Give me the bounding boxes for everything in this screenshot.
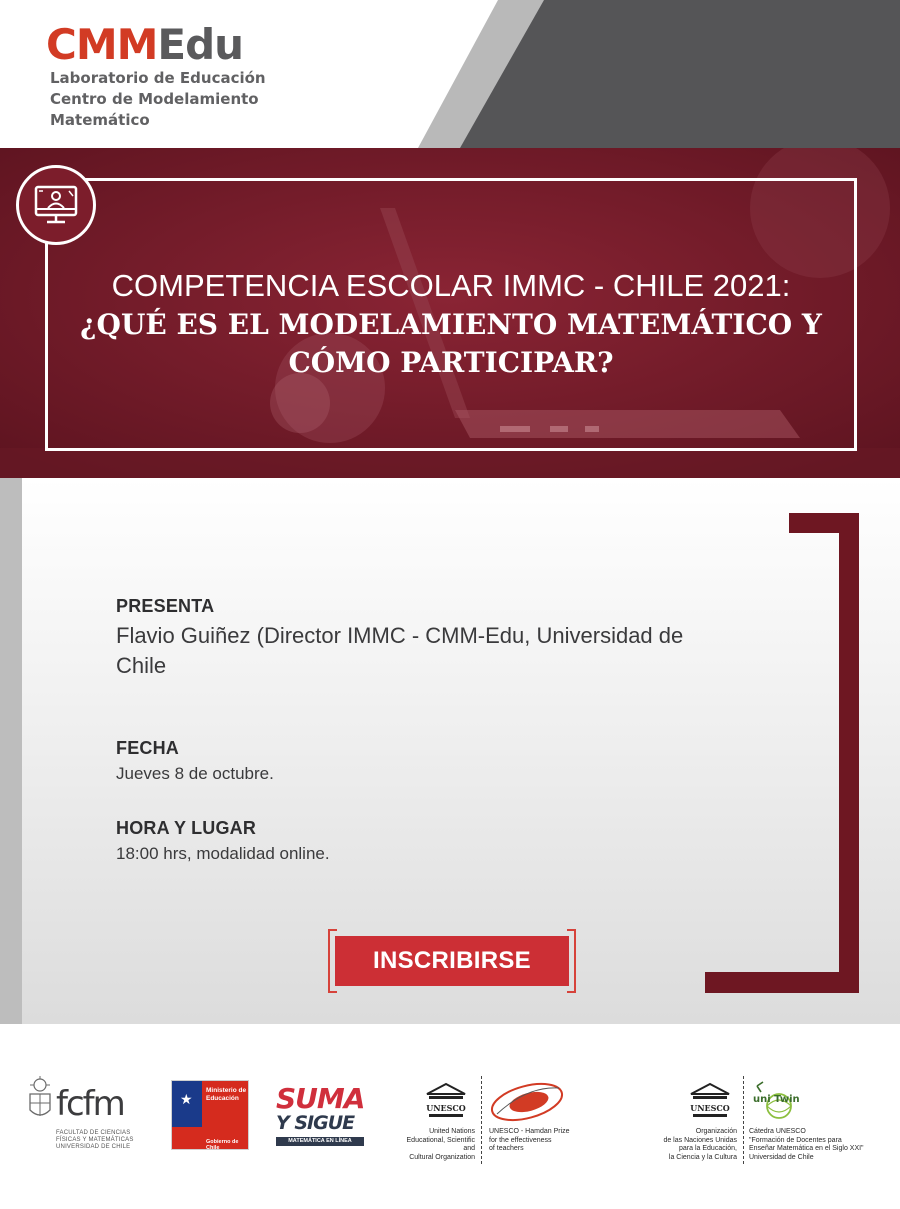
register-button-frame [328,929,576,993]
fcfm-caption [56,1130,156,1151]
svg-text:UNESCO: UNESCO [690,1103,730,1113]
logo-divider [481,1076,482,1164]
online-class-monitor-icon [33,182,79,228]
unesco-name [395,1128,475,1162]
unesco-name-line: Educational, Scientific and [406,1136,475,1152]
unesco-spanish-line: la Ciencia y la Cultura [668,1153,737,1161]
hamdan-prize-name [489,1128,589,1154]
presenter-value-line: Flavio Guiñez (Director IMMC - CMM-Edu, Universidad de [116,623,684,648]
unesco-chair-line: Cátedra UNESCO [749,1128,806,1135]
cmmedu-logo [46,22,243,68]
mineduc-title-line: Ministerio de [206,1087,247,1094]
unesco-temple-icon [425,1082,467,1122]
left-accent-bar [0,478,22,1024]
uchile-crest-icon [26,1076,56,1122]
svg-text:UNESCO: UNESCO [426,1103,466,1113]
mineduc-title [206,1087,249,1103]
unesco-name-line: United Nations [429,1128,475,1135]
logo-subtitle-line: Centro de Modelamiento [50,90,259,108]
title-banner [0,148,900,478]
logo-edu: Edu [157,20,244,69]
suma-word: SUMA [276,1082,365,1115]
logo-subtitle-line: Matemático [50,111,150,129]
event-details [0,478,900,1024]
header [0,0,900,148]
hamdan-prize-line: for the effectiveness [489,1136,552,1144]
fcfm-wordmark [56,1086,124,1122]
online-class-badge [16,165,96,245]
unesco-unitwin-logo [665,1076,865,1168]
presenter-value-line: Chile [116,653,167,678]
logo-cmm: CMM [46,20,158,69]
unesco-spanish-line: para la Educación, [679,1145,737,1152]
mineduc-logo [171,1080,249,1150]
event-series-title: COMPETENCIA ESCOLAR IMMC - CHILE 2021: [111,268,791,303]
unesco-chair-line: Enseñar Matemática en el Siglo XXI" [749,1145,864,1152]
logo-divider [743,1076,744,1164]
event-title-line: CÓMO PARTICIPAR? [288,346,614,379]
unitwin-word: uni Twin [753,1094,800,1105]
logo-subtitle [50,68,310,131]
fcfm-caption-line: FACULTAD DE CIENCIAS [56,1130,131,1136]
unitwin-icon [751,1080,801,1124]
suma-y-sigue-logo [276,1084,366,1150]
hamdan-prize-line: UNESCO - Hamdan Prize [489,1128,570,1135]
fcfm-logo [26,1076,156,1156]
sponsor-logos [0,1024,900,1209]
time-place-label: HORA Y LUGAR [116,818,257,838]
y-sigue-word: Y SIGUE [276,1112,355,1134]
event-title [45,306,857,382]
unesco-name-line: Cultural Organization [409,1153,475,1161]
unesco-chair-name [749,1128,869,1162]
unesco-chair-line: "Formación de Docentes para [749,1136,842,1144]
unesco-spanish-name [655,1128,737,1162]
date-value: Jueves 8 de octubre. [116,764,274,783]
star-icon: ★ [180,1091,193,1107]
bracket-side [839,513,859,993]
presenter-label: PRESENTA [116,596,215,616]
register-button[interactable]: INSCRIBIRSE [335,936,569,986]
mineduc-title-line: Educación [206,1095,239,1102]
unesco-spanish-line: Organización [695,1128,737,1135]
suma-tagline: MATEMÁTICA EN LÍNEA [276,1137,364,1146]
fcfm-word: fcfm [56,1084,124,1124]
unesco-chair-line: Universidad de Chile [749,1153,814,1161]
presenter-value [116,621,796,681]
decorative-bracket [705,513,859,993]
hamdan-prize-icon [487,1078,567,1122]
hamdan-prize-line: of teachers [489,1145,524,1152]
unesco-spanish-line: de las Naciones Unidas [663,1136,737,1144]
date-label: FECHA [116,738,179,758]
time-place-value: 18:00 hrs, modalidad online. [116,844,330,863]
mineduc-gov: Gobierno de Chile [206,1139,239,1150]
logo-subtitle-line: Laboratorio de Educación [50,69,266,87]
unesco-temple-icon [689,1082,731,1122]
fcfm-caption-line: FÍSICAS Y MATEMÁTICAS [56,1137,134,1143]
fcfm-caption-line: UNIVERSIDAD DE CHILE [56,1144,131,1150]
bracket-bottom [705,972,859,993]
event-title-line: ¿QUÉ ES EL MODELAMIENTO MATEMÁTICO Y [80,308,822,341]
unesco-hamdan-logo [405,1076,575,1168]
